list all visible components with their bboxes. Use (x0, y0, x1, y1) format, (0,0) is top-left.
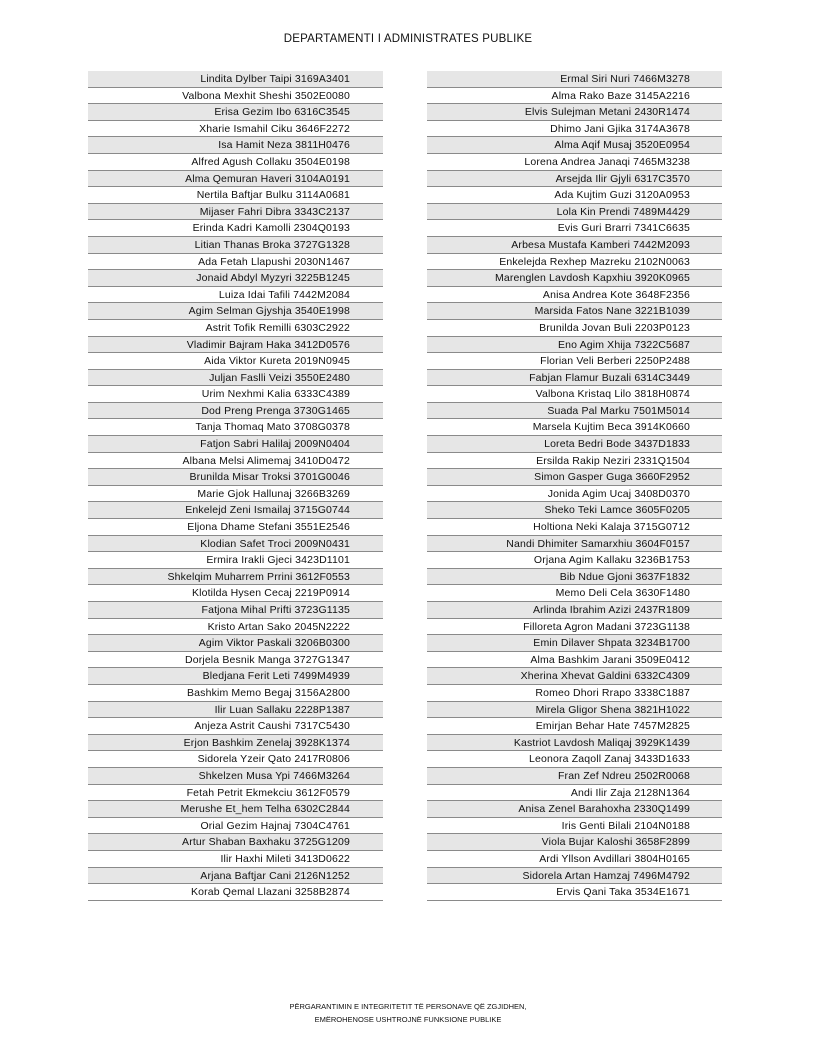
list-item: Enkelejd Zeni Ismailaj 3715G0744 (88, 502, 383, 519)
list-item: Fabjan Flamur Buzali 6314C3449 (427, 370, 722, 387)
list-item: Tanja Thomaq Mato 3708G0378 (88, 419, 383, 436)
list-item: Ervis Qani Taka 3534E1671 (427, 884, 722, 901)
list-item: Alfred Agush Collaku 3504E0198 (88, 154, 383, 171)
list-item: Bashkim Memo Begaj 3156A2800 (88, 685, 383, 702)
list-item: Ada Kujtim Guzi 3120A0953 (427, 187, 722, 204)
list-item: Brunilda Jovan Buli 2203P0123 (427, 320, 722, 337)
list-item: Sheko Teki Lamce 3605F0205 (427, 502, 722, 519)
list-item: Mijaser Fahri Dibra 3343C2137 (88, 204, 383, 221)
list-item: Orjana Agim Kallaku 3236B1753 (427, 552, 722, 569)
list-item: Dorjela Besnik Manga 3727G1347 (88, 652, 383, 669)
list-item: Sidorela Artan Hamzaj 7496M4792 (427, 868, 722, 885)
list-item: Ermal Siri Nuri 7466M3278 (427, 71, 722, 88)
list-item: Juljan Faslli Veizi 3550E2480 (88, 370, 383, 387)
list-item: Erinda Kadri Kamolli 2304Q0193 (88, 220, 383, 237)
list-item: Jonida Agim Ucaj 3408D0370 (427, 486, 722, 503)
list-item: Ada Fetah Llapushi 2030N1467 (88, 254, 383, 271)
list-item: Aida Viktor Kureta 2019N0945 (88, 353, 383, 370)
list-item: Alma Bashkim Jarani 3509E0412 (427, 652, 722, 669)
list-item: Holtiona Neki Kalaja 3715G0712 (427, 519, 722, 536)
left-name-list (88, 71, 383, 901)
list-item: Brunilda Misar Troksi 3701G0046 (88, 469, 383, 486)
list-item: Astrit Tofik Remilli 6303C2922 (88, 320, 383, 337)
list-item: Litian Thanas Broka 3727G1328 (88, 237, 383, 254)
list-item: Klotilda Hysen Cecaj 2219P0914 (88, 585, 383, 602)
list-item: Evis Guri Brarri 7341C6635 (427, 220, 722, 237)
list-item: Sidorela Yzeir Qato 2417R0806 (88, 751, 383, 768)
list-item: Arbesa Mustafa Kamberi 7442M2093 (427, 237, 722, 254)
list-item: Lola Kin Prendi 7489M4429 (427, 204, 722, 221)
list-item: Arsejda Ilir Gjyli 6317C3570 (427, 171, 722, 188)
list-item: Enkelejda Rexhep Mazreku 2102N0063 (427, 254, 722, 271)
list-item: Shkelzen Musa Ypi 7466M3264 (88, 768, 383, 785)
list-item: Anjeza Astrit Caushi 7317C5430 (88, 718, 383, 735)
list-item: Alma Qemuran Haveri 3104A0191 (88, 171, 383, 188)
list-item: Alma Aqif Musaj 3520E0954 (427, 137, 722, 154)
list-item: Eno Agim Xhija 7322C5687 (427, 337, 722, 354)
list-item: Loreta Bedri Bode 3437D1833 (427, 436, 722, 453)
list-item: Agim Viktor Paskali 3206B0300 (88, 635, 383, 652)
list-item: Suada Pal Marku 7501M5014 (427, 403, 722, 420)
list-item: Mirela Gligor Shena 3821H1022 (427, 702, 722, 719)
right-name-list (427, 71, 722, 901)
list-item: Erisa Gezim Ibo 6316C3545 (88, 104, 383, 121)
list-item: Merushe Et_hem Telha 6302C2844 (88, 801, 383, 818)
list-item: Isa Hamit Neza 3811H0476 (88, 137, 383, 154)
list-item: Elvis Sulejman Metani 2430R1474 (427, 104, 722, 121)
list-item: Bib Ndue Gjoni 3637F1832 (427, 569, 722, 586)
footer-line-1: PËRGARANTIMIN E INTEGRITETIT TË PERSONAVE QË ZGJIDHEN, (289, 1002, 527, 1011)
list-item: Valbona Kristaq Lilo 3818H0874 (427, 386, 722, 403)
list-item: Lorena Andrea Janaqi 7465M3238 (427, 154, 722, 171)
list-item: Dhimo Jani Gjika 3174A3678 (427, 121, 722, 138)
footer-line-2: EMËROHENOSE USHTROJNË FUNKSIONE PUBLIKE (314, 1015, 502, 1024)
list-item: Shkelqim Muharrem Prrini 3612F0553 (88, 569, 383, 586)
list-item: Bledjana Ferit Leti 7499M4939 (88, 668, 383, 685)
list-item: Arlinda Ibrahim Azizi 2437R1809 (427, 602, 722, 619)
list-item: Fatjon Sabri Halilaj 2009N0404 (88, 436, 383, 453)
list-item: Dod Preng Prenga 3730G1465 (88, 403, 383, 420)
list-item: Korab Qemal Llazani 3258B2874 (88, 884, 383, 901)
list-item: Memo Deli Cela 3630F1480 (427, 585, 722, 602)
list-item: Ilir Haxhi Mileti 3413D0622 (88, 851, 383, 868)
list-item: Alma Rako Baze 3145A2216 (427, 88, 722, 105)
list-item: Marie Gjok Hallunaj 3266B3269 (88, 486, 383, 503)
list-item: Luiza Idai Tafili 7442M2084 (88, 287, 383, 304)
list-item: Viola Bujar Kaloshi 3658F2899 (427, 834, 722, 851)
list-item: Ermira Irakli Gjeci 3423D1101 (88, 552, 383, 569)
list-item: Filloreta Agron Madani 3723G1138 (427, 619, 722, 636)
list-item: Marsida Fatos Nane 3221B1039 (427, 303, 722, 320)
list-item: Klodian Safet Troci 2009N0431 (88, 536, 383, 553)
list-item: Arjana Baftjar Cani 2126N1252 (88, 868, 383, 885)
list-item: Eljona Dhame Stefani 3551E2546 (88, 519, 383, 536)
list-item: Vladimir Bajram Haka 3412D0576 (88, 337, 383, 354)
list-item: Iris Genti Bilali 2104N0188 (427, 818, 722, 835)
list-item: Leonora Zaqoll Zanaj 3433D1633 (427, 751, 722, 768)
list-item: Kastriot Lavdosh Maliqaj 3929K1439 (427, 735, 722, 752)
list-item: Valbona Mexhit Sheshi 3502E0080 (88, 88, 383, 105)
list-item: Nandi Dhimiter Samarxhiu 3604F0157 (427, 536, 722, 553)
list-item: Xherina Xhevat Galdini 6332C4309 (427, 668, 722, 685)
list-item: Orial Gezim Hajnaj 7304C4761 (88, 818, 383, 835)
list-item: Erjon Bashkim Zenelaj 3928K1374 (88, 735, 383, 752)
list-item: Lindita Dylber Taipi 3169A3401 (88, 71, 383, 88)
list-item: Romeo Dhori Rrapo 3338C1887 (427, 685, 722, 702)
list-item: Ersilda Rakip Neziri 2331Q1504 (427, 453, 722, 470)
list-item: Agim Selman Gjyshja 3540E1998 (88, 303, 383, 320)
list-item: Marsela Kujtim Beca 3914K0660 (427, 419, 722, 436)
list-item: Fetah Petrit Ekmekciu 3612F0579 (88, 785, 383, 802)
list-item: Anisa Andrea Kote 3648F2356 (427, 287, 722, 304)
list-item: Emin Dilaver Shpata 3234B1700 (427, 635, 722, 652)
list-item: Ardi Yllson Avdillari 3804H0165 (427, 851, 722, 868)
list-item: Albana Melsi Alimemaj 3410D0472 (88, 453, 383, 470)
list-item: Marenglen Lavdosh Kapxhiu 3920K0965 (427, 270, 722, 287)
list-item: Fatjona Mihal Prifti 3723G1135 (88, 602, 383, 619)
list-item: Jonaid Abdyl Myzyri 3225B1245 (88, 270, 383, 287)
list-item: Urim Nexhmi Kalia 6333C4389 (88, 386, 383, 403)
list-item: Artur Shaban Baxhaku 3725G1209 (88, 834, 383, 851)
list-item: Simon Gasper Guga 3660F2952 (427, 469, 722, 486)
list-item: Kristo Artan Sako 2045N2222 (88, 619, 383, 636)
list-item: Andi Ilir Zaja 2128N1364 (427, 785, 722, 802)
page-footer (0, 1000, 816, 1026)
list-item: Emirjan Behar Hate 7457M2825 (427, 718, 722, 735)
list-item: Xharie Ismahil Ciku 3646F2272 (88, 121, 383, 138)
list-item: Nertila Baftjar Bulku 3114A0681 (88, 187, 383, 204)
page-title: DEPARTAMENTI I ADMINISTRATES PUBLIKE (283, 33, 533, 45)
list-item: Fran Zef Ndreu 2502R0068 (427, 768, 722, 785)
list-item: Ilir Luan Sallaku 2228P1387 (88, 702, 383, 719)
list-item: Anisa Zenel Barahoxha 2330Q1499 (427, 801, 722, 818)
list-item: Florian Veli Berberi 2250P2488 (427, 353, 722, 370)
